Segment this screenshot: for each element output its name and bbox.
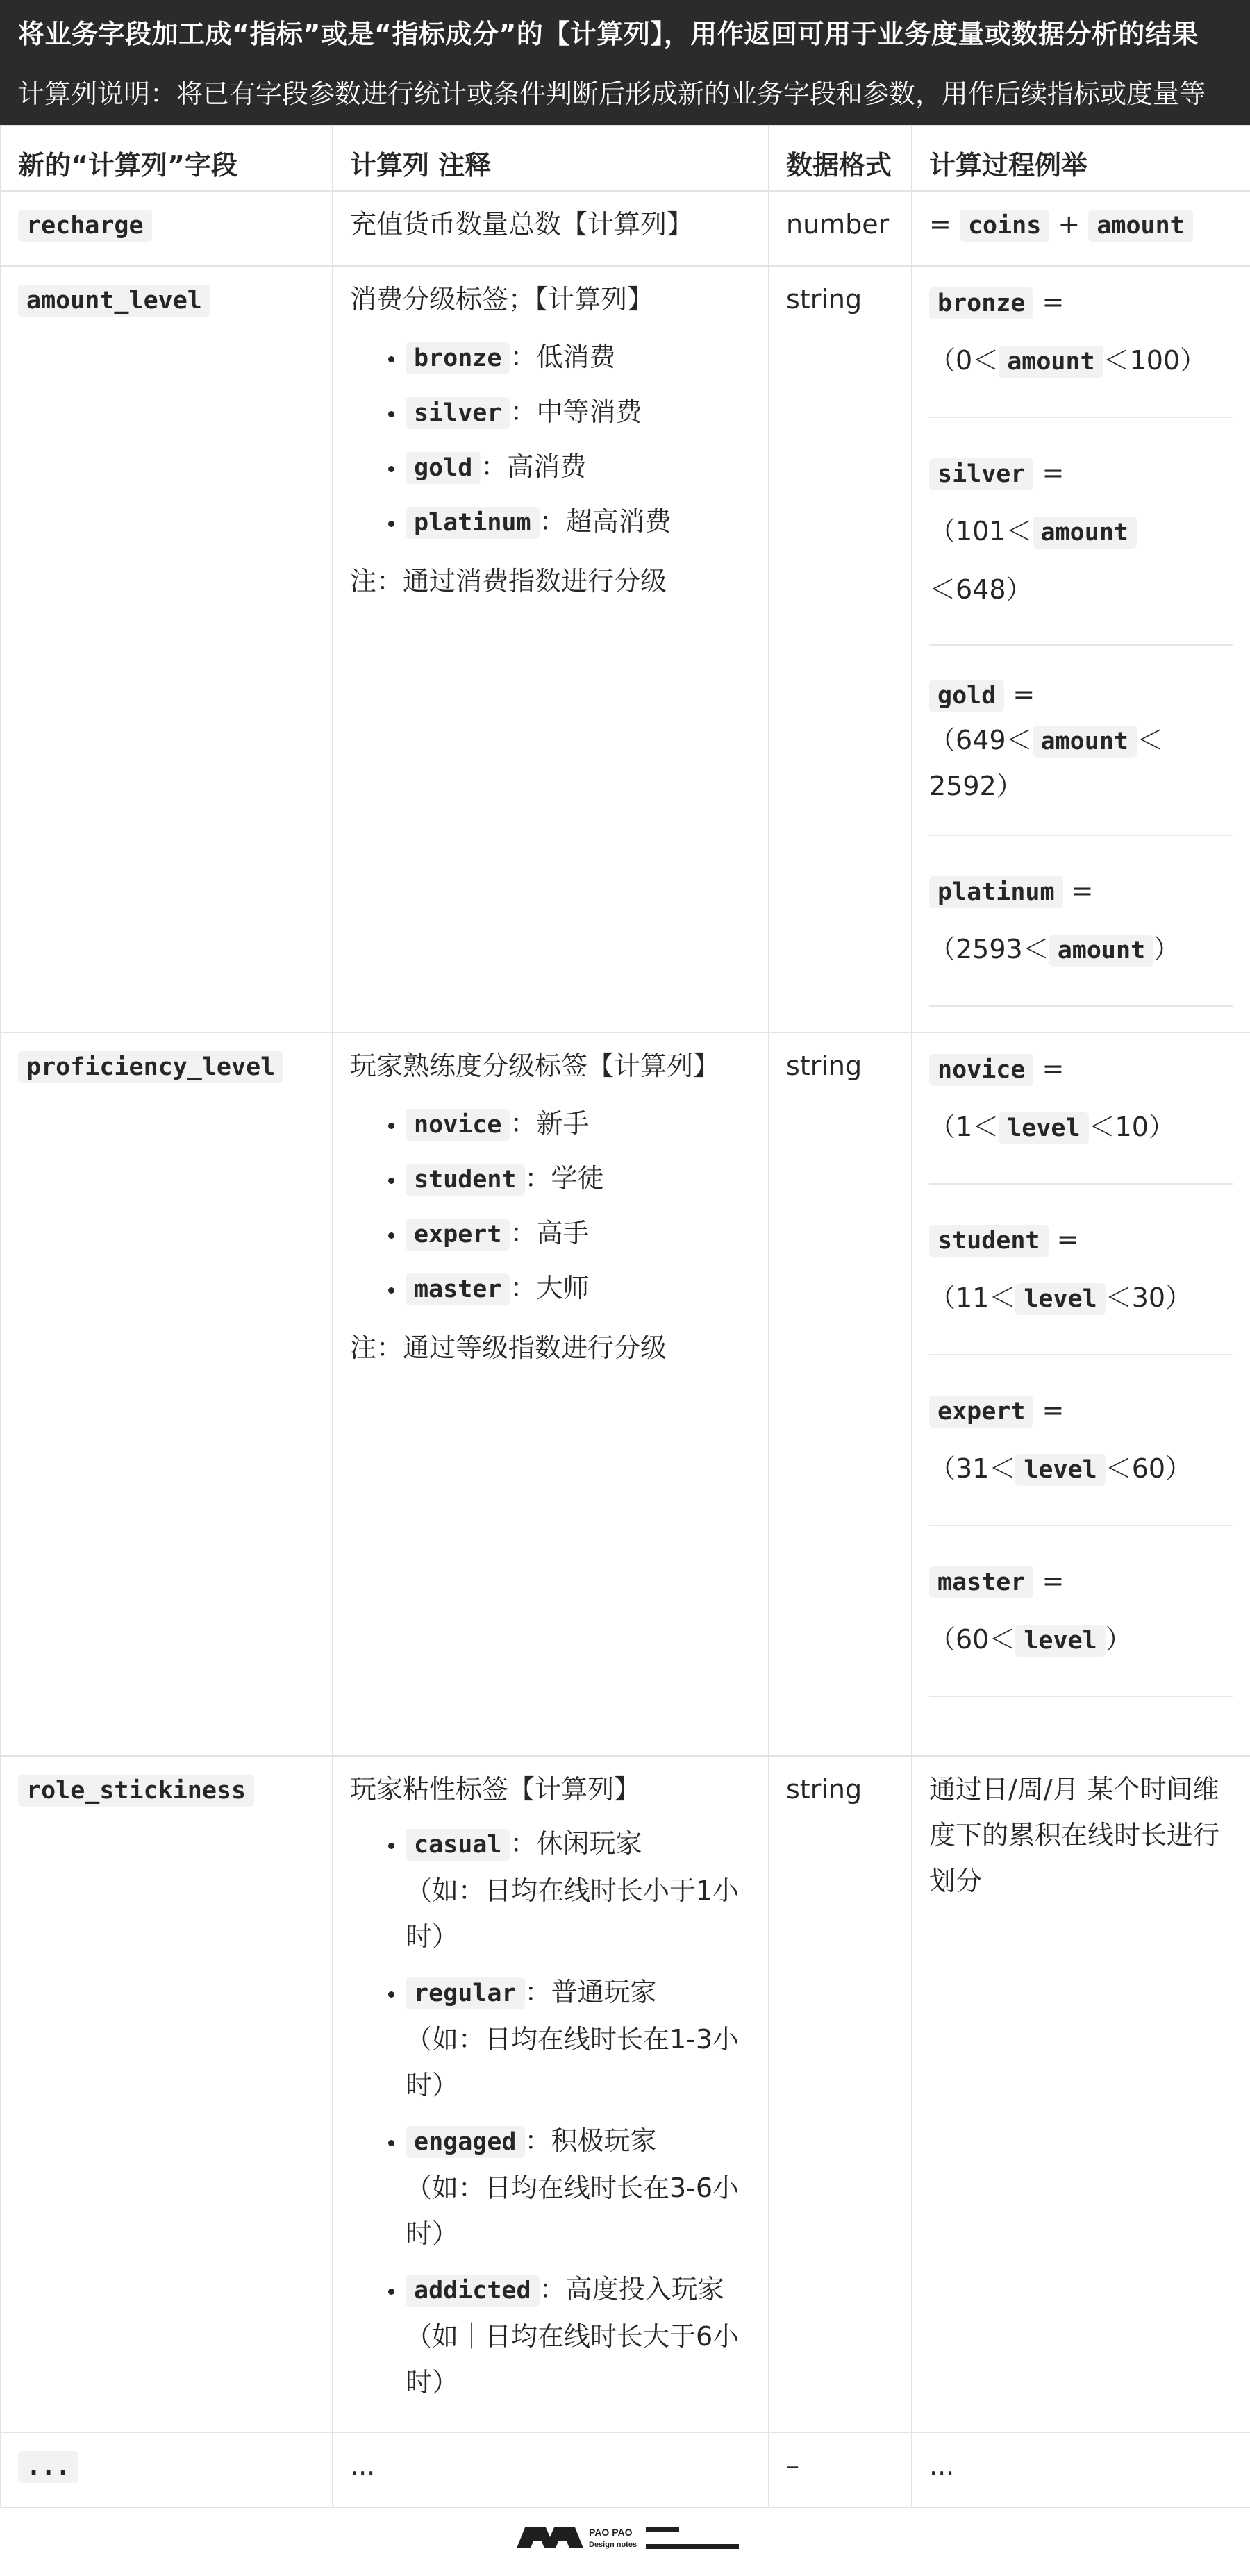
list-item: • casual ：休闲玩家 （如：日均在线时长小于1小时）: [406, 1821, 751, 1959]
table-row: [1, 191, 1250, 266]
table-row: [1, 1032, 1250, 1756]
note-cell: 玩家粘性标签【计算列】 • casual ：休闲玩家 （如：日均在线时长小于1小时） • regular ：普通玩家 （如：日均在线时长在1-3小时） • engaged ：积极玩家 （如：日均在线时长在3-6小时） • addicted ：高度投入玩家 （如｜日均在线时长大于6小时）: [333, 1757, 768, 2432]
header-note: 计算列 注释: [333, 126, 769, 191]
level-list: [350, 331, 751, 550]
format-text: number: [786, 209, 890, 240]
field-code: amount_level: [18, 285, 210, 317]
header-banner: [0, 0, 1250, 125]
table-row: [1, 266, 1250, 1032]
calc-list: [912, 1033, 1250, 1697]
level-list: [350, 1821, 751, 2405]
calc-text: ...: [929, 2450, 955, 2481]
calc-item: gold = （649＜ amount ＜ 2592）: [929, 672, 1233, 836]
list-item: • addicted ：高度投入玩家 （如｜日均在线时长大于6小时）: [406, 2266, 751, 2405]
note-text: 充值货币数量总数【计算列】: [350, 209, 694, 240]
calc-item: platinum = （2593＜ amount ）: [929, 862, 1233, 1007]
logo-brand-text: PAO PAO: [589, 2527, 633, 2538]
logo-tagline-text: Design notes: [589, 2541, 638, 2549]
calculated-columns-table: [0, 125, 1250, 2508]
calc-item: bronze = （0＜ amount ＜100）: [929, 274, 1233, 418]
list-item: • engaged ：积极玩家 （如：日均在线时长在3-6小时）: [406, 2118, 751, 2257]
format-text: –: [786, 2450, 799, 2481]
format-text: string: [786, 1774, 862, 1805]
field-code: recharge: [18, 210, 152, 242]
list-item: • regular ：普通玩家 （如：日均在线时长在1-3小时）: [406, 1969, 751, 2108]
calc-text: 通过日/周/月 某个时间维度下的累积在线时长进行划分: [929, 1774, 1220, 1896]
calc-item: silver = （101＜ amount＜648）: [929, 444, 1233, 646]
list-item: • expert ：高手: [406, 1207, 751, 1262]
list-item: • master ：大师: [406, 1262, 751, 1316]
format-text: string: [786, 1051, 862, 1081]
note-cell: 消费分级标签；【计算列】 • bronze ：低消费 • silver ：中等消费 • gold ：高消费 • platinum ：超高消费 注：通过消费指数进行分级: [333, 267, 768, 621]
banner-title: 将业务字段加工成“指标”或是“指标成分”的【计算列】，用作返回可用于业务度量或数据分析的结果: [18, 19, 1199, 49]
format-text: string: [786, 284, 862, 315]
table-row: [1, 1756, 1250, 2432]
field-code: proficiency_level: [18, 1051, 283, 1083]
list-item: • silver ：中等消费: [406, 385, 751, 440]
calc-item: novice = （1＜ level ＜10）: [929, 1040, 1233, 1185]
list-item: • student ：学徒: [406, 1152, 751, 1207]
field-code: ...: [18, 2451, 78, 2483]
remark-text: 注：通过消费指数进行分级: [350, 566, 667, 596]
calc-list: [912, 267, 1250, 1007]
list-item: • novice ：新手: [406, 1097, 751, 1152]
table-header-row: [1, 126, 1250, 191]
list-item: • platinum ：超高消费: [406, 495, 751, 550]
calc-item: student = （11＜ level ＜30）: [929, 1211, 1233, 1355]
calc-item: expert = （31＜ level ＜60）: [929, 1382, 1233, 1526]
list-item: • bronze ：低消费: [406, 331, 751, 385]
header-field: 新的“计算列”字段: [1, 126, 333, 191]
calc-formula: = coins + amount: [912, 192, 1250, 265]
list-item: • gold ：高消费: [406, 440, 751, 495]
field-code: role_stickiness: [18, 1775, 254, 1807]
header-calc: 计算过程例举: [912, 126, 1250, 191]
note-text: ...: [350, 2450, 376, 2481]
note-cell: 玩家熟练度分级标签【计算列】 • novice ：新手 • student ：学徒 • expert ：高手 • master ：大师 注：通过等级指数进行分级: [333, 1033, 768, 1387]
banner-description: 计算列说明：将已有字段参数进行统计或条件判断后形成新的业务字段和参数，用作后续指标或度量等: [18, 78, 1206, 109]
level-list: [350, 1097, 751, 1316]
remark-text: 注：通过等级指数进行分级: [350, 1332, 667, 1363]
paopao-logo-icon: [517, 2525, 739, 2552]
header-format: 数据格式: [769, 126, 912, 191]
calc-item: master = （60＜ level ）: [929, 1553, 1233, 1697]
table-row: [1, 2432, 1250, 2507]
